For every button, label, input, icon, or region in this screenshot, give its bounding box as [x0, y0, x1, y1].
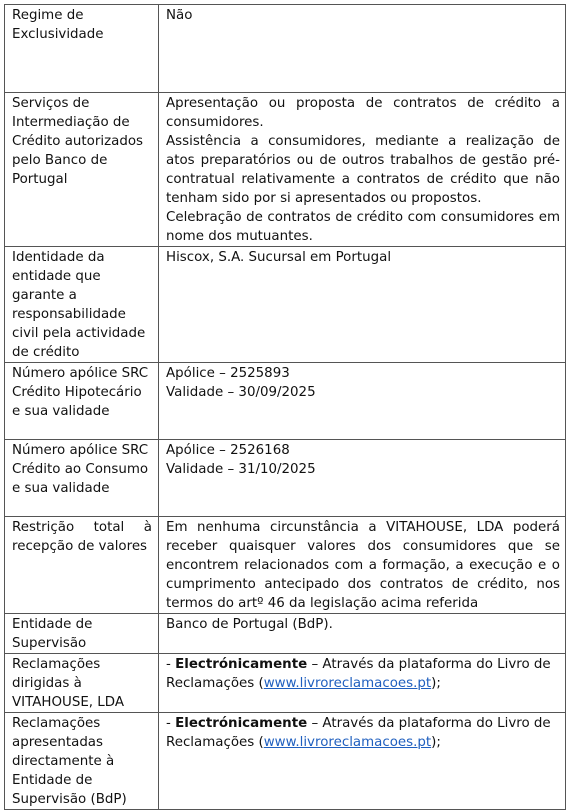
value-cell: Não	[159, 5, 566, 93]
label-cell: Número apólice SRC Crédito ao Consumo e sua validade	[5, 440, 159, 517]
value-cell	[159, 654, 566, 713]
table-row	[5, 93, 566, 247]
policy-number: Apólice – 2526168	[166, 443, 290, 458]
service-item: Assistência a consumidores, mediante a realização de atos preparatórios ou de outros trabalhos de gestão pré-contratual relativamente a contratos de crédito que não tenham sido por si apresentados ou propostos.	[166, 134, 560, 206]
bullet-dash: -	[166, 716, 176, 731]
bullet-dash: -	[166, 657, 176, 672]
label-word: Restrição	[12, 520, 75, 535]
label-word: à	[143, 520, 152, 535]
method-label: Electrónicamente	[175, 657, 308, 672]
value-cell	[159, 93, 566, 247]
value-cell: Banco de Portugal (BdP).	[159, 614, 566, 654]
table-row	[5, 247, 566, 363]
value-cell	[159, 440, 566, 517]
method-text: – Através da plataforma do Livro de Reclamações (	[166, 716, 551, 750]
value-cell	[159, 713, 566, 810]
label-line: recepção de valores	[12, 539, 148, 554]
value-cell: Em nenhuma circunstância a VITAHOUSE, LDA poderá receber quaisquer valores dos consumidores que se encontrem relacionados com a formação, a execução e o cumprimento antecipado dos contratos de crédito, nos termos do artº 46 da legislação acima referida	[159, 517, 566, 614]
policy-number: Apólice – 2525893	[166, 366, 290, 381]
method-suffix: );	[431, 676, 441, 691]
label-line	[12, 518, 152, 537]
label-cell: Entidade de Supervisão	[5, 614, 159, 654]
label-cell: Identidade da entidade que garante a responsabilidade civil pela actividade de crédito	[5, 247, 159, 363]
method-text: – Através da plataforma do Livro de Reclamações (	[166, 657, 551, 691]
livro-reclamacoes-link[interactable]: www.livroreclamacoes.pt	[263, 676, 432, 691]
policy-validity: Validade – 31/10/2025	[166, 462, 316, 477]
table-row	[5, 363, 566, 440]
label-cell: Serviços de Intermediação de Crédito autorizados pelo Banco de Portugal	[5, 93, 159, 247]
table-row	[5, 614, 566, 654]
info-table	[4, 4, 566, 810]
table-row	[5, 713, 566, 810]
method-suffix: );	[431, 735, 441, 750]
service-item: Apresentação ou proposta de contratos de crédito a consumidores.	[166, 96, 560, 130]
label-cell: Reclamações dirigidas à VITAHOUSE, LDA	[5, 654, 159, 713]
service-item: Celebração de contratos de crédito com consumidores em nome dos mutuantes.	[166, 210, 560, 244]
value-cell	[159, 363, 566, 440]
table-row	[5, 654, 566, 713]
policy-validity: Validade – 30/09/2025	[166, 385, 316, 400]
value-cell: Hiscox, S.A. Sucursal em Portugal	[159, 247, 566, 363]
label-cell	[5, 517, 159, 614]
table-row	[5, 440, 566, 517]
label-word: total	[93, 520, 125, 535]
label-cell: Número apólice SRC Crédito Hipotecário e sua validade	[5, 363, 159, 440]
label-cell: Reclamações apresentadas directamente à Entidade de Supervisão (BdP)	[5, 713, 159, 810]
table-row	[5, 517, 566, 614]
livro-reclamacoes-link[interactable]: www.livroreclamacoes.pt	[263, 735, 432, 750]
method-label: Electrónicamente	[175, 716, 308, 731]
table-row	[5, 5, 566, 93]
label-cell: Regime de Exclusividade	[5, 5, 159, 93]
